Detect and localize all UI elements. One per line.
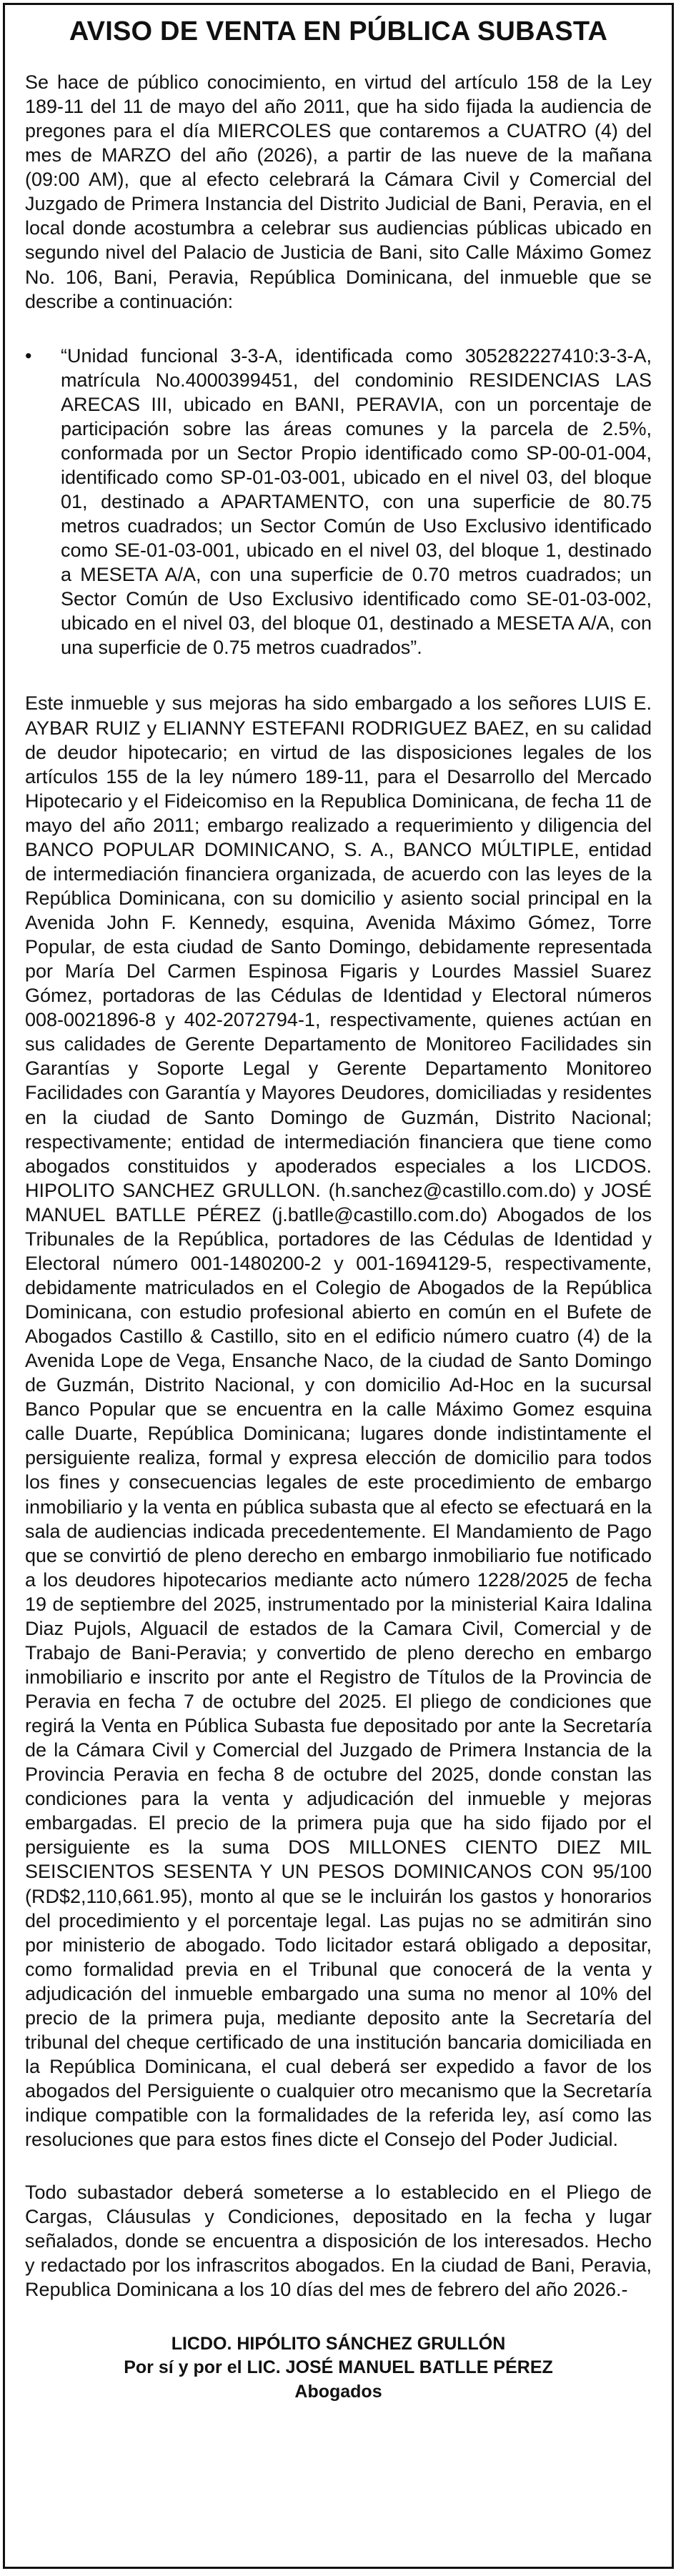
property-bullet bbox=[25, 344, 652, 660]
lawyer-1-name: LICDOS. HIPOLITO SANCHEZ GRULLON. bbox=[25, 1155, 652, 1201]
signature-block bbox=[25, 2332, 652, 2405]
body-paragraph bbox=[25, 691, 652, 2152]
lawyer-1-email: (h.sanchez@castillo.com.do) y bbox=[320, 1179, 602, 1201]
signature-line-3: Abogados bbox=[294, 2382, 382, 2402]
notice-title: AVISO DE VENTA EN PÚBLICA SUBASTA bbox=[69, 16, 608, 46]
bullet-icon: • bbox=[25, 344, 32, 367]
signature-line-2: Por sí y por el LIC. JOSÉ MANUEL BATLLE PÉREZ bbox=[124, 2357, 553, 2378]
body-part-b: (j.batlle@castillo.com.do) Abogados de los Tribunales de la República, portadores de las Cédulas de Identidad y Electoral número 001-1480200-2 y 001-1694129-5, respectivamente, debidamente matriculados en el Colegio de Abogados de la República Dominicana, con estudio profesional abierto en común en el Bufete de Abogados Castillo & Castillo, sito en el edificio número cuatro (4) de la Avenida Lope de Vega, Ensanche Naco, de la ciudad de Santo Domingo de Guzmán, Distrito Nacional, y con domicilio Ad-Hoc en la sucursal Banco Popular que se encuentra en la calle Máximo Gomez esquina calle Duarte, República Dominicana; lugares donde indistintamente el persiguiente realiza, formal y expresa elección de domicilio para todos los fines y consecuencias legales de este procedimiento de embargo inmobiliario y la venta en pública subasta que al efecto se efectuará en la sala de audiencias indicada precedentemente. El Mandamiento de Pago que se convirtió de pleno derecho en embargo inmobiliario fue notificado a los deudores hipotecarios mediante acto número 1228/2025 de fecha 19 de septiembre del 2025, instrumentado por la ministerial Kaira Idalina Diaz Pujols, Alguacil de estados de la Camara Civil, Comercial y de Trabajo de Bani-Peravia; y convertido de pleno derecho en embargo inmobiliario e inscrito por ante el Registro de Títulos de la Provincia de Peravia en fecha 7 de octubre del 2025. El pliego de condiciones que regirá la Venta en Pública Subasta fue depositado por ante la Secretaría de la Cámara Civil y Comercial del Juzgado de Primera Instancia de la Provincia Peravia en fecha 8 de octubre del 2025, donde constan las condiciones para la venta y adjudicación del inmueble y mejoras embargadas. El precio de la primera puja que ha sido fijado por el persiguiente es la suma DOS MILLONES CIENTO DIEZ MIL SEISCIENTOS SESENTA Y UN PESOS DOMINICANOS CON 95/100 (RD$2,110,661.95), monto al que se le incluirán los gastos y honorarios del procedimiento y el porcentaje legal. Las pujas no se admitirán sino por ministerio de abogado. Todo licitador estará obligado a depositar, como formalidad previa en el Tribunal que conocerá de la venta y adjudicación del inmueble embargado una suma no menor al 10% del precio de la primera puja, mediante deposito ante la Secretaría del tribunal del cheque certificado de una institución bancaria domiciliada en la República Dominicana, el cual deberá ser expedido a favor de los abogados del Persiguiente o cualquier otro mecanismo que la Secretaría indique compatible con la formalidades de la referida ley, así como las resoluciones que para estos fines dicte el Consejo del Poder Judicial. bbox=[25, 1203, 652, 2151]
property-description: “Unidad funcional 3-3-A, identificada como 305282227410:3-3-A, matrícula No.4000399451, del condominio RESIDENCIAS LAS ARECAS III, ubicado en BANI, PERAVIA, con un porcentaje de participación sobre las áreas comunes y la parcela de 2.5%, conformada por un Sector Propio identificado como SP-00-01-004, identificado como SP-01-03-001, ubicado en el nivel 03, del bloque 01, destinado a APARTAMENTO, con una superficie de 80.75 metros cuadrados; un Sector Común de Uso Exclusivo identificado como SE-01-03-001, ubicado en el nivel 03, del bloque 1, destinado a MESETA A/A, con una superficie de 0.70 metros cuadrados; un Sector Común de Uso Exclusivo identificado como SE-01-03-002, ubicado en el nivel 03, del bloque 01, destinado a MESETA A/A, con una superficie de 0.75 metros cuadrados”. bbox=[61, 344, 652, 659]
lawyer-2-name: JOSÉ MANUEL BATLLE PÉREZ bbox=[25, 1179, 652, 1225]
closing-paragraph: Todo subastador deberá someterse a lo establecido en el Pliego de Cargas, Cláusulas y Condiciones, depositado en la fecha y lugar señalados, donde se encuentra a disposición de los interesados. Hecho y redactado por los infrascritos abogados. En la ciudad de Bani, Peravia, Republica Dominicana a los 10 días del mes de febrero del año 2026.- bbox=[25, 2182, 652, 2301]
body-part-a: Este inmueble y sus mejoras ha sido embargado a los señores LUIS E. AYBAR RUIZ y ELIANNY ESTEFANI RODRIGUEZ BAEZ, en su calidad de deudor hipotecario; en virtud de las disposiciones legales de los artículos 155 de la ley número 189-11, para el Desarrollo del Mercado Hipotecario y el Fideicomiso en la Republica Dominicana, de fecha 11 de mayo del año 2011; embargo realizado a requerimiento y diligencia del BANCO POPULAR DOMINICANO, S. A., BANCO MÚLTIPLE, entidad de intermediación financiera organizada, de acuerdo con las leyes de la República Dominicana, con su domicilio y asiento social principal en la Avenida John F. Kennedy, esquina, Avenida Máximo Gómez, Torre Popular, de esta ciudad de Santo Domingo, debidamente representada por María Del Carmen Espinosa Figaris y Lourdes Massiel Suarez Gómez, portadoras de las Cédulas de Identidad y Electoral números 008-0021896-8 y 402-2072794-1, respectivamente, quienes actúan en sus calidades de Gerente Departamento de Monitoreo Facilidades sin Garantías y Soporte Legal y Gerente Departamento Monitoreo Facilidades con Garantía y Mayores Deudores, domiciliadas y residentes en la ciudad de Santo Domingo de Guzmán, Distrito Nacional; respectivamente; entidad de intermediación financiera que tiene como abogados constituidos y apoderados especiales a los bbox=[25, 692, 652, 1177]
auction-notice bbox=[3, 3, 674, 2569]
signature-line-1: LICDO. HIPÓLITO SÁNCHEZ GRULLÓN bbox=[171, 2333, 506, 2354]
intro-paragraph: Se hace de público conocimiento, en virtud del artículo 158 de la Ley 189-11 del 11 de mayo del año 2011, que ha sido fijada la audiencia de pregones para el día MIERCOLES que contaremos a CUATRO (4) del mes de MARZO del año (2026), a partir de las nueve de la mañana (09:00 AM), que al efecto celebrará la Cámara Civil y Comercial del Juzgado de Primera Instancia del Distrito Judicial de Bani, Peravia, en el local donde acostumbra a celebrar sus audiencias públicas ubicado en segundo nivel del Palacio de Justicia de Bani, sito Calle Máximo Gomez No. 106, Bani, Peravia, República Dominicana, del inmueble que se describe a continuación: bbox=[25, 71, 652, 312]
